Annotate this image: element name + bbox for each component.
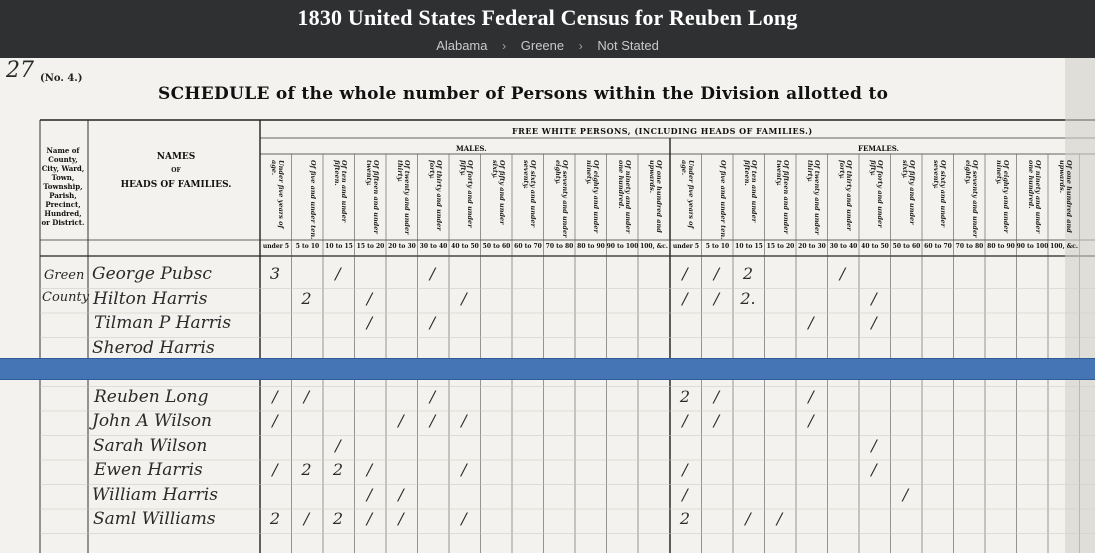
tally-mark: / (682, 411, 688, 430)
male-column-desc-text: Under five years of age. (270, 160, 285, 229)
tally-mark: / (366, 460, 373, 479)
male-age-label: 80 to 90 (577, 243, 605, 250)
female-age-label: 30 to 40 (829, 243, 858, 250)
female-column-desc (830, 160, 860, 240)
male-column-desc (483, 160, 513, 240)
tally-mark: / (713, 288, 720, 308)
male-column-desc-text: Of one hundred and upwards. (648, 160, 663, 233)
female-column-desc (1019, 160, 1049, 240)
male-column-desc (325, 160, 355, 240)
male-age-label: 50 to 60 (482, 243, 511, 250)
male-age-label: 90 to 100 (606, 243, 639, 250)
tally-mark: / (871, 288, 877, 308)
female-age-label: 60 to 70 (924, 243, 952, 250)
tally-mark: / (808, 313, 814, 332)
male-age-label: 30 to 40 (419, 243, 448, 250)
female-age-label: 10 to 15 (735, 243, 763, 250)
female-age-label: 20 to 30 (798, 243, 826, 250)
male-column-desc-text: Of seventy and under eighty. (553, 160, 569, 238)
female-column-desc-text: Of thirty and under forty. (837, 160, 853, 231)
place-column-header: Name of County, City, Ward, Town, Township, Parish, Precinct, Hundred, or District. (41, 146, 85, 227)
female-column-desc-text: Under five years of age. (680, 160, 695, 229)
male-column-desc (640, 160, 670, 240)
head-of-family-name: John A Wilson (92, 411, 212, 431)
male-column-desc (514, 160, 544, 240)
tally-mark: / (272, 460, 278, 479)
female-column-desc-text: Of five and under ten. (718, 160, 727, 240)
breadcrumb-state[interactable]: Alabama (436, 38, 488, 53)
tally-mark: 2 (301, 288, 312, 308)
male-column-desc (609, 160, 639, 240)
tally-mark: / (429, 386, 436, 406)
female-age-label: 50 to 60 (892, 243, 921, 250)
female-column-desc (924, 160, 954, 240)
female-column-desc-text: Of eighty and under ninety. (995, 160, 1010, 233)
male-age-label: 10 to 15 (325, 243, 353, 250)
chevron-right-icon: › (502, 39, 507, 53)
tally-mark: / (461, 288, 467, 308)
male-column-desc-text: Of eighty and under ninety. (585, 160, 600, 233)
female-column-desc (798, 160, 828, 240)
tally-mark: / (682, 288, 688, 308)
breadcrumb (0, 38, 1095, 53)
free-white-persons-header: FREE WHITE PERSONS, (INCLUDING HEADS OF FAMILIES.) (512, 126, 813, 136)
tally-mark: / (461, 509, 467, 528)
tally-mark: 2. (740, 288, 756, 308)
female-column-desc-text: Of fifty and under sixty. (900, 160, 916, 225)
male-column-desc (294, 160, 324, 240)
female-column-desc (704, 160, 734, 240)
male-column-desc-text: Of thirty and under forty. (427, 160, 443, 231)
tally-mark: / (745, 509, 751, 528)
tally-mark: 2 (332, 460, 344, 479)
head-of-family-name: George Pubsc (92, 264, 212, 284)
female-age-label: 90 to 100 (1016, 243, 1049, 250)
male-age-label: 20 to 30 (388, 243, 416, 250)
schedule-title: SCHEDULE of the whole number of Persons within the Division allotted to (158, 84, 889, 104)
tally-mark: / (461, 460, 467, 479)
head-of-family-name: Saml Williams (93, 509, 216, 529)
female-column-desc-text: Of forty and under fifty. (869, 160, 884, 228)
page-number: 27 (6, 58, 34, 83)
female-column-desc-text: Of one hundred and upwards. (1058, 160, 1073, 233)
tally-mark: / (713, 386, 720, 406)
tally-mark: / (303, 386, 310, 406)
female-column-desc (735, 160, 765, 240)
tally-mark: / (808, 411, 814, 430)
tally-mark: / (366, 484, 373, 504)
tally-mark: / (335, 435, 341, 455)
male-column-desc-text: Of ninety and under one hundred. (616, 160, 632, 234)
female-column-desc (767, 160, 797, 240)
male-age-label: 60 to 70 (514, 243, 542, 250)
female-column-desc-text: Of sixty and under seventy. (932, 160, 947, 228)
females-header: FEMALES. (858, 144, 899, 153)
male-column-desc (388, 160, 418, 240)
breadcrumb-district[interactable]: Not Stated (597, 38, 659, 53)
male-column-desc (420, 160, 450, 240)
tally-mark: / (429, 411, 436, 430)
male-column-desc-text: Of twenty and under thirty. (396, 160, 411, 235)
tally-mark: 2 (679, 509, 691, 528)
tally-mark: / (366, 288, 373, 308)
chevron-right-icon: › (578, 39, 583, 53)
names-column-header (96, 150, 256, 192)
tally-mark: 2 (332, 509, 344, 528)
tally-mark: / (871, 313, 877, 332)
tally-mark: / (871, 460, 877, 479)
female-age-label: 5 to 10 (705, 243, 730, 250)
female-column-desc (987, 160, 1017, 240)
male-column-desc-text: Of sixty and under seventy. (522, 160, 537, 228)
tally-mark: 2 (269, 509, 281, 528)
female-age-label: under 5 (672, 243, 700, 250)
female-column-desc-text: Of twenty and under thirty. (806, 160, 821, 235)
female-age-label: 70 to 80 (955, 243, 984, 250)
female-column-desc (1050, 160, 1080, 240)
tally-mark: / (839, 264, 846, 283)
head-of-family-name: Sherod Harris (92, 337, 215, 358)
tally-mark: / (398, 484, 404, 504)
male-column-desc-text: Of fifteen and under twenty. (364, 160, 380, 234)
female-age-label: 100, &c. (1050, 243, 1078, 250)
male-column-desc-text: Of five and under ten. (308, 160, 317, 240)
tally-mark: 2 (301, 460, 312, 479)
tally-mark: / (871, 435, 877, 455)
female-column-desc (861, 160, 891, 240)
male-column-desc-text: Of fifty and under sixty. (490, 160, 506, 225)
male-column-desc (451, 160, 481, 240)
male-column-desc-text: Of ten and under fifteen. (333, 160, 348, 223)
head-of-family-name: Hilton Harris (93, 288, 208, 309)
tally-mark: / (303, 509, 310, 528)
place-name-line2: County (42, 290, 90, 305)
female-column-desc-text: Of fifteen and under twenty. (774, 160, 790, 234)
male-age-label: 5 to 10 (295, 243, 320, 250)
tally-mark: / (429, 264, 436, 283)
census-image-viewer[interactable] (0, 58, 1095, 553)
names-header-line3: HEADS OF FAMILIES. (120, 180, 232, 190)
tally-mark: / (366, 509, 373, 528)
female-column-desc (672, 160, 702, 240)
names-header-line2: OF (171, 167, 181, 174)
male-column-desc (546, 160, 576, 240)
tally-mark: / (335, 264, 341, 283)
male-column-desc (357, 160, 387, 240)
tally-mark: 3 (269, 264, 281, 283)
female-column-desc (956, 160, 986, 240)
female-column-desc-text: Of ninety and under one hundred. (1026, 160, 1042, 234)
male-column-desc (262, 160, 292, 240)
tally-mark: / (461, 411, 467, 430)
image-overlay-bar[interactable] (0, 358, 1095, 380)
female-column-desc-text: Of ten and under fifteen. (743, 160, 758, 223)
page-title: 1830 United States Federal Census for Reuben Long (297, 5, 798, 30)
male-age-label: 100, &c. (640, 243, 668, 250)
tally-mark: / (776, 509, 783, 528)
names-header-line1: NAMES (156, 152, 196, 162)
head-of-family-name: Ewen Harris (94, 460, 203, 480)
tally-mark: / (682, 460, 688, 479)
tally-mark: 2 (742, 264, 754, 283)
breadcrumb-county[interactable]: Greene (520, 38, 565, 53)
tally-mark: / (713, 264, 720, 283)
female-age-label: 40 to 50 (861, 243, 889, 250)
tally-mark: / (429, 313, 436, 332)
tally-mark: / (366, 313, 373, 332)
head-of-family-name: Reuben Long (94, 386, 209, 407)
tally-mark: / (682, 484, 688, 504)
tally-mark: / (713, 411, 720, 430)
place-name-line1: Green (44, 268, 85, 283)
female-age-label: 80 to 90 (987, 243, 1015, 250)
viewer-header (0, 0, 1095, 58)
males-header: MALES. (456, 144, 487, 153)
tally-mark: / (902, 484, 909, 504)
tally-mark: / (398, 509, 404, 528)
male-column-desc (577, 160, 607, 240)
male-column-desc-text: Of forty and under fifty. (459, 160, 474, 228)
head-of-family-name: William Harris (92, 484, 218, 505)
tally-mark: / (808, 386, 814, 406)
male-age-label: 40 to 50 (451, 243, 479, 250)
tally-mark: / (682, 264, 688, 283)
male-age-label: under 5 (262, 243, 290, 250)
head-of-family-name: Sarah Wilson (93, 435, 208, 456)
male-age-label: 15 to 20 (356, 243, 385, 250)
female-age-label: 15 to 20 (766, 243, 795, 250)
head-of-family-name: Tilman P Harris (94, 313, 232, 333)
male-age-label: 70 to 80 (545, 243, 574, 250)
form-number: (No. 4.) (40, 73, 83, 84)
tally-mark: 2 (679, 386, 691, 406)
tally-mark: / (272, 411, 278, 430)
tally-mark: / (272, 386, 278, 406)
female-column-desc (893, 160, 923, 240)
female-column-desc-text: Of seventy and under eighty. (963, 160, 979, 238)
tally-mark: / (398, 411, 404, 430)
